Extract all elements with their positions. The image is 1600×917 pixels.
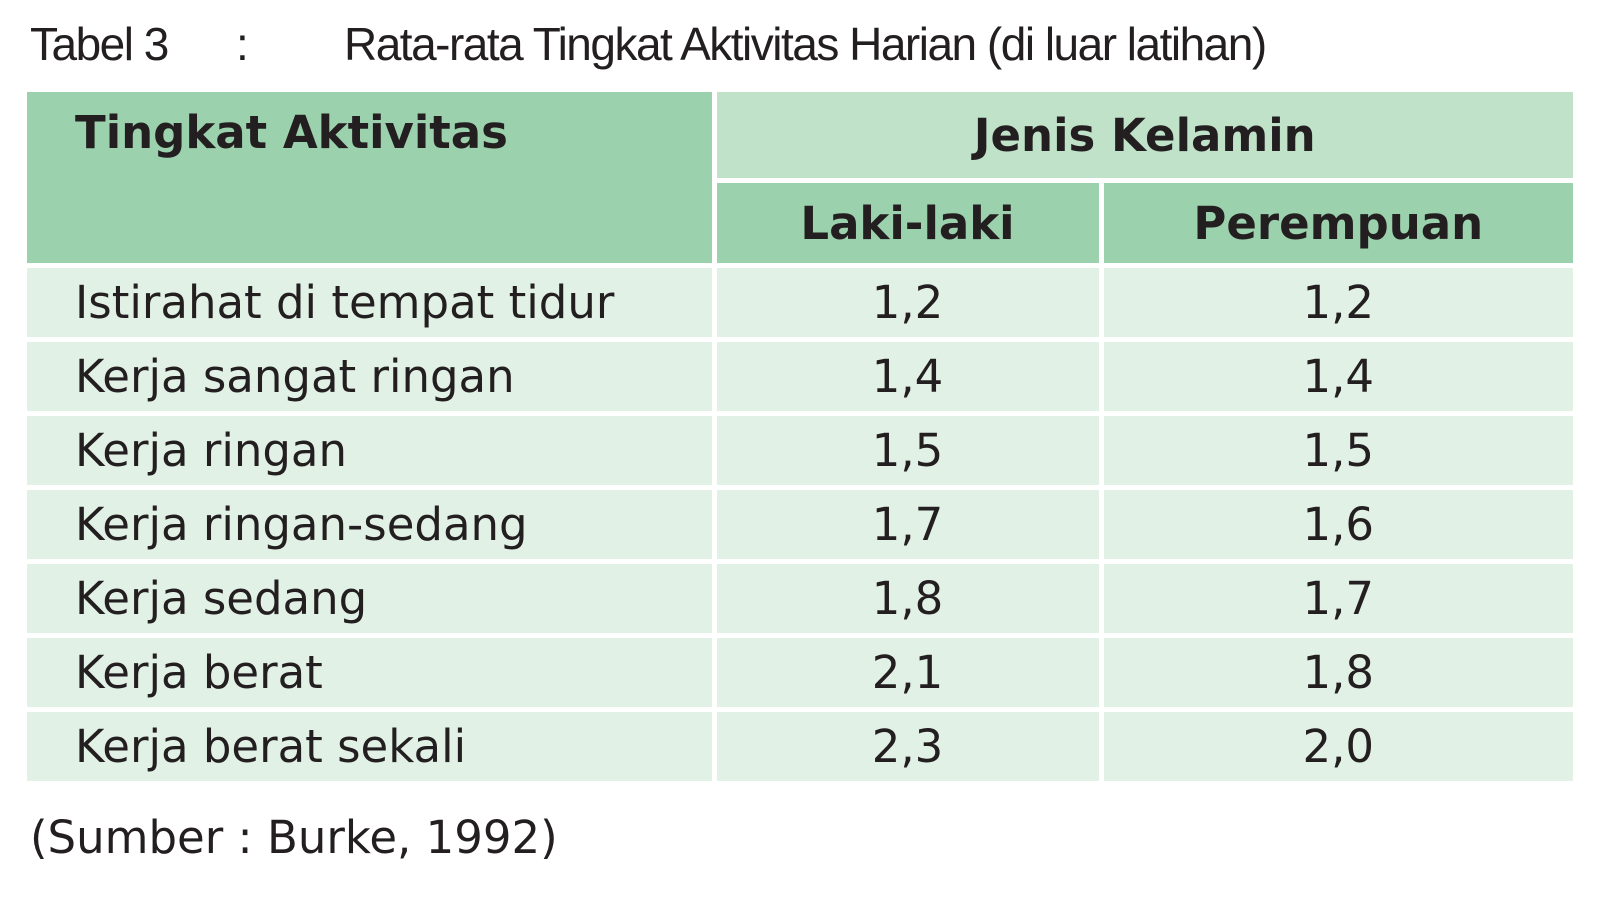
male-value: 1,5 (714, 414, 1101, 488)
female-value: 1,6 (1101, 488, 1573, 562)
source-note: (Sumber : Burke, 1992) (30, 811, 558, 864)
male-value: 1,4 (714, 340, 1101, 414)
caption-title: Rata-rata Tingkat Aktivitas Harian (di luar latihan) (344, 18, 1266, 70)
table-row (27, 340, 1573, 414)
caption-label: Tabel 3 (30, 18, 168, 70)
table-row (27, 488, 1573, 562)
male-value: 1,7 (714, 488, 1101, 562)
activity-name: Kerja ringan-sedang (27, 488, 714, 562)
table-row (27, 414, 1573, 488)
activity-table (27, 92, 1573, 781)
activity-name: Kerja sangat ringan (27, 340, 714, 414)
male-value: 2,3 (714, 710, 1101, 782)
caption-separator: : (236, 18, 248, 70)
female-value: 2,0 (1101, 710, 1573, 782)
activity-name: Kerja sedang (27, 562, 714, 636)
table-row (27, 710, 1573, 782)
table-row (27, 266, 1573, 340)
activity-name: Kerja berat (27, 636, 714, 710)
female-value: 1,7 (1101, 562, 1573, 636)
table-row (27, 562, 1573, 636)
female-value: 1,5 (1101, 414, 1573, 488)
female-value: 1,8 (1101, 636, 1573, 710)
activity-name: Istirahat di tempat tidur (27, 266, 714, 340)
female-value: 1,4 (1101, 340, 1573, 414)
header-male: Laki-laki (714, 181, 1101, 266)
header-activity: Tingkat Aktivitas (27, 92, 714, 266)
table-row (27, 636, 1573, 710)
header-female: Perempuan (1101, 181, 1573, 266)
female-value: 1,2 (1101, 266, 1573, 340)
male-value: 1,8 (714, 562, 1101, 636)
activity-name: Kerja ringan (27, 414, 714, 488)
male-value: 1,2 (714, 266, 1101, 340)
male-value: 2,1 (714, 636, 1101, 710)
header-gender: Jenis Kelamin (714, 92, 1573, 181)
activity-name: Kerja berat sekali (27, 710, 714, 782)
